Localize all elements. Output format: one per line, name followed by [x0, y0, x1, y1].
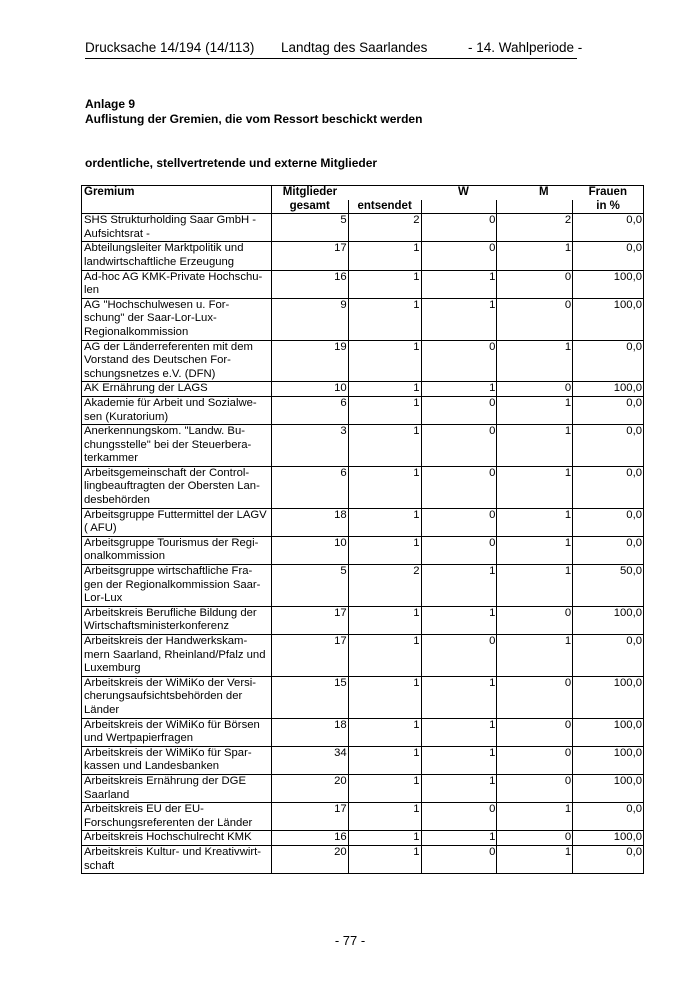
frauen-cell: 100,0: [573, 382, 644, 397]
gesamt-cell: 15: [271, 676, 348, 718]
entsendet-cell: 1: [348, 536, 421, 564]
gesamt-cell: 5: [271, 214, 348, 242]
gremium-cell: Arbeitskreis der Handwerkskam-mern Saarland, Rheinland/Pfalz und Luxemburg: [82, 635, 272, 677]
w-cell: 0: [421, 425, 497, 467]
entsendet-cell: 1: [348, 340, 421, 382]
gesamt-cell: 17: [271, 606, 348, 634]
w-cell: 1: [421, 746, 497, 774]
frauen-cell: 100,0: [573, 298, 644, 340]
gremium-cell: Arbeitsgruppe Futtermittel der LAGV ( AFU): [82, 508, 272, 536]
frauen-cell: 50,0: [573, 565, 644, 607]
column-gesamt: gesamt: [271, 200, 348, 214]
frauen-cell: 0,0: [573, 635, 644, 677]
w-cell: 1: [421, 270, 497, 298]
gesamt-cell: 9: [271, 298, 348, 340]
column-mitglieder: Mitglieder: [271, 186, 348, 200]
frauen-cell: 100,0: [573, 676, 644, 718]
column-frauen: Frauen: [573, 186, 644, 200]
gesamt-cell: 5: [271, 565, 348, 607]
gremium-cell: Arbeitskreis Ernährung der DGE Saarland: [82, 774, 272, 802]
column-entsendet: entsendet: [348, 200, 421, 214]
m-cell: 1: [497, 845, 573, 873]
w-cell: 0: [421, 340, 497, 382]
entsendet-cell: 1: [348, 718, 421, 746]
w-cell: 0: [421, 803, 497, 831]
entsendet-cell: 1: [348, 425, 421, 467]
frauen-cell: 0,0: [573, 803, 644, 831]
entsendet-cell: 1: [348, 396, 421, 424]
frauen-cell: 100,0: [573, 774, 644, 802]
entsendet-cell: 2: [348, 565, 421, 607]
table-row: [82, 242, 644, 270]
gesamt-cell: 19: [271, 340, 348, 382]
gremium-cell: Arbeitskreis der WiMiKo für Börsen und Wertpapierfragen: [82, 718, 272, 746]
table-row: [82, 536, 644, 564]
frauen-cell: 0,0: [573, 396, 644, 424]
m-cell: 1: [497, 565, 573, 607]
w-cell: 1: [421, 676, 497, 718]
w-cell: 1: [421, 565, 497, 607]
entsendet-cell: 1: [348, 803, 421, 831]
gremium-cell: AG "Hochschulwesen u. For-schung" der Saar-Lor-Lux-Regionalkommission: [82, 298, 272, 340]
section-subtitle: ordentliche, stellvertretende und externe Mitglieder: [85, 156, 378, 170]
table-row: [82, 298, 644, 340]
gesamt-cell: 10: [271, 536, 348, 564]
appendix-heading: [85, 97, 422, 127]
column-m: M: [497, 186, 573, 200]
gesamt-cell: 20: [271, 845, 348, 873]
m-cell: 0: [497, 676, 573, 718]
table-row: [82, 606, 644, 634]
entsendet-cell: 1: [348, 508, 421, 536]
w-cell: 1: [421, 774, 497, 802]
table-row: [82, 565, 644, 607]
table-row: [82, 845, 644, 873]
table-row: [82, 425, 644, 467]
m-cell: 1: [497, 242, 573, 270]
gesamt-cell: 20: [271, 774, 348, 802]
frauen-cell: 100,0: [573, 746, 644, 774]
entsendet-cell: 1: [348, 831, 421, 846]
gremium-cell: Akademie für Arbeit und Sozialwe-sen (Kuratorium): [82, 396, 272, 424]
gremium-cell: SHS Strukturholding Saar GmbH - Aufsichtsrat -: [82, 214, 272, 242]
frauen-cell: 0,0: [573, 466, 644, 508]
m-cell: 0: [497, 270, 573, 298]
m-cell: 2: [497, 214, 573, 242]
table-header: [82, 186, 644, 214]
gremium-cell: Arbeitskreis der WiMiKo der Versi-cherungsaufsichtsbehörden der Länder: [82, 676, 272, 718]
gremium-cell: AK Ernährung der LAGS: [82, 382, 272, 397]
m-cell: 0: [497, 774, 573, 802]
table-row: [82, 831, 644, 846]
m-cell: 0: [497, 298, 573, 340]
m-cell: 0: [497, 746, 573, 774]
gesamt-cell: 18: [271, 718, 348, 746]
table-row: [82, 382, 644, 397]
document-number: Drucksache 14/194 (14/113): [85, 40, 255, 55]
entsendet-cell: 1: [348, 382, 421, 397]
column-w: W: [421, 186, 497, 200]
table-row: [82, 676, 644, 718]
m-cell: 0: [497, 831, 573, 846]
entsendet-cell: 1: [348, 606, 421, 634]
gesamt-cell: 6: [271, 466, 348, 508]
table-row: [82, 396, 644, 424]
entsendet-cell: 1: [348, 774, 421, 802]
page-number: - 77 -: [334, 933, 366, 948]
m-cell: 1: [497, 635, 573, 677]
w-cell: 1: [421, 382, 497, 397]
gremium-cell: Ad-hoc AG KMK-Private Hochschu-len: [82, 270, 272, 298]
gesamt-cell: 17: [271, 803, 348, 831]
table-row: [82, 466, 644, 508]
gesamt-cell: 16: [271, 270, 348, 298]
gremium-cell: Arbeitsgruppe Tourismus der Regi-onalkommission: [82, 536, 272, 564]
table-row: [82, 803, 644, 831]
gesamt-cell: 18: [271, 508, 348, 536]
frauen-cell: 0,0: [573, 508, 644, 536]
gesamt-cell: 17: [271, 635, 348, 677]
table-row: [82, 774, 644, 802]
entsendet-cell: 2: [348, 214, 421, 242]
m-cell: 1: [497, 396, 573, 424]
entsendet-cell: 1: [348, 635, 421, 677]
appendix-label: Anlage 9: [85, 97, 136, 111]
entsendet-cell: 1: [348, 270, 421, 298]
m-cell: 1: [497, 466, 573, 508]
page-header: [85, 40, 583, 59]
gremium-cell: Abteilungsleiter Marktpolitik und landwirtschaftliche Erzeugung: [82, 242, 272, 270]
gremium-cell: Arbeitskreis Berufliche Bildung der Wirtschaftsministerkonferenz: [82, 606, 272, 634]
gesamt-cell: 10: [271, 382, 348, 397]
parliament-name: Landtag des Saarlandes: [281, 40, 428, 55]
gesamt-cell: 16: [271, 831, 348, 846]
w-cell: 0: [421, 635, 497, 677]
entsendet-cell: 1: [348, 298, 421, 340]
legislative-period: - 14. Wahlperiode -: [468, 40, 583, 55]
m-cell: 1: [497, 536, 573, 564]
gesamt-cell: 34: [271, 746, 348, 774]
table-row: [82, 214, 644, 242]
gremium-cell: Arbeitskreis der WiMiKo für Spar-kassen und Landesbanken: [82, 746, 272, 774]
m-cell: 0: [497, 718, 573, 746]
frauen-cell: 100,0: [573, 831, 644, 846]
table-row: [82, 746, 644, 774]
w-cell: 1: [421, 831, 497, 846]
gesamt-cell: 3: [271, 425, 348, 467]
w-cell: 0: [421, 466, 497, 508]
entsendet-cell: 1: [348, 746, 421, 774]
frauen-cell: 100,0: [573, 718, 644, 746]
m-cell: 0: [497, 382, 573, 397]
entsendet-cell: 1: [348, 466, 421, 508]
w-cell: 0: [421, 845, 497, 873]
column-gremium: Gremium: [82, 186, 272, 200]
w-cell: 1: [421, 718, 497, 746]
w-cell: 1: [421, 298, 497, 340]
column-frauen-percent: in %: [573, 200, 644, 214]
m-cell: 1: [497, 340, 573, 382]
w-cell: 1: [421, 606, 497, 634]
gremium-cell: AG der Länderreferenten mit dem Vorstand des Deutschen For-schungsnetzes e.V. (DFN): [82, 340, 272, 382]
table-row: [82, 508, 644, 536]
table-body: [82, 214, 644, 874]
w-cell: 0: [421, 396, 497, 424]
gremium-cell: Anerkennungskom. "Landw. Bu-chungsstelle" bei der Steuerbera-terkammer: [82, 425, 272, 467]
frauen-cell: 0,0: [573, 214, 644, 242]
table-row: [82, 270, 644, 298]
frauen-cell: 0,0: [573, 340, 644, 382]
m-cell: 1: [497, 803, 573, 831]
w-cell: 0: [421, 508, 497, 536]
appendix-title: Auflistung der Gremien, die vom Ressort beschickt werden: [85, 112, 423, 126]
w-cell: 0: [421, 536, 497, 564]
w-cell: 0: [421, 214, 497, 242]
m-cell: 1: [497, 425, 573, 467]
entsendet-cell: 1: [348, 676, 421, 718]
table-row: [82, 718, 644, 746]
frauen-cell: 0,0: [573, 425, 644, 467]
w-cell: 0: [421, 242, 497, 270]
gremium-cell: Arbeitskreis Hochschulrecht KMK: [82, 831, 272, 846]
gesamt-cell: 17: [271, 242, 348, 270]
frauen-cell: 100,0: [573, 270, 644, 298]
committees-table: [81, 185, 644, 874]
frauen-cell: 0,0: [573, 536, 644, 564]
entsendet-cell: 1: [348, 242, 421, 270]
m-cell: 0: [497, 606, 573, 634]
frauen-cell: 0,0: [573, 845, 644, 873]
m-cell: 1: [497, 508, 573, 536]
table-row: [82, 340, 644, 382]
frauen-cell: 0,0: [573, 242, 644, 270]
gremium-cell: Arbeitskreis Kultur- und Kreativwirt-schaft: [82, 845, 272, 873]
gesamt-cell: 6: [271, 396, 348, 424]
gremium-cell: Arbeitskreis EU der EU-Forschungsreferenten der Länder: [82, 803, 272, 831]
entsendet-cell: 1: [348, 845, 421, 873]
gremium-cell: Arbeitsgemeinschaft der Control-lingbeauftragten der Obersten Lan-desbehörden: [82, 466, 272, 508]
gremium-cell: Arbeitsgruppe wirtschaftliche Fra-gen der Regionalkommission Saar-Lor-Lux: [82, 565, 272, 607]
table-row: [82, 635, 644, 677]
frauen-cell: 100,0: [573, 606, 644, 634]
